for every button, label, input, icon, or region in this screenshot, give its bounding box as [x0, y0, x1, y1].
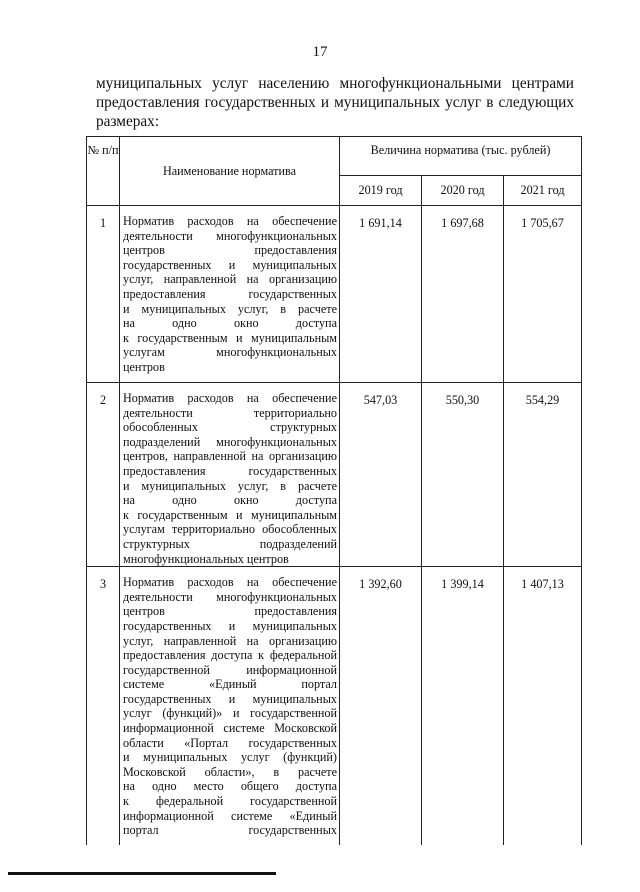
intro-line: муниципальных услуг населению многофункциональными центрами [96, 75, 574, 92]
value-2020: 1 697,68 [422, 206, 504, 383]
name-line: деятельности многофункциональных [123, 228, 337, 243]
name-line: услугам территориально обособленных [123, 522, 337, 537]
name-line: предоставления государственных [123, 286, 337, 301]
name-line: Норматив расходов на обеспечение [123, 214, 337, 228]
value-2019: 1 392,60 [340, 567, 422, 846]
row-name [120, 567, 340, 846]
intro-paragraph [96, 74, 574, 131]
name-line: деятельности многофункциональных [123, 589, 337, 604]
name-line: структурных подразделений [123, 536, 337, 551]
row-num: 1 [87, 206, 120, 383]
table-row [87, 383, 582, 567]
name-line: предоставления государственных [123, 463, 337, 478]
header-year-2019: 2019 год [340, 176, 422, 206]
name-line: к федеральной государственной [123, 794, 337, 809]
header-num [87, 137, 120, 206]
name-line: деятельности территориально [123, 405, 337, 420]
name-line: информационной системе Московской [123, 721, 337, 736]
name-line: услуг, направленной на организацию [123, 633, 337, 648]
intro-line: предоставления государственных и муниципальных услуг в следующих [96, 94, 574, 111]
value-2020: 550,30 [422, 383, 504, 567]
name-line: и муниципальных услуг (функций) [123, 750, 337, 765]
name-line: государственной информационной [123, 662, 337, 677]
header-year-2020: 2020 год [422, 176, 504, 206]
name-line: государственных и муниципальных [123, 618, 337, 633]
name-line: центров [123, 359, 165, 374]
name-line: Норматив расходов на обеспечение [123, 575, 337, 590]
header-num-label: № п/п [87, 143, 119, 157]
value-2021: 1 705,67 [504, 206, 582, 383]
row-name [120, 206, 340, 383]
table-header-row [87, 137, 582, 176]
name-line: услуг (функций)» и государственной [123, 706, 337, 721]
name-line: системе «Единый портал [123, 677, 337, 692]
name-line: центров предоставления [123, 243, 337, 258]
name-line: центров предоставления [123, 604, 337, 619]
name-line: услугам многофункциональных [123, 345, 337, 360]
name-line: многофункциональных центров [123, 551, 289, 566]
value-2020: 1 399,14 [422, 567, 504, 846]
header-year-2021: 2021 год [504, 176, 582, 206]
name-line: на одно окно доступа [123, 316, 337, 331]
header-value: Величина норматива (тыс. рублей) [340, 137, 582, 176]
header-name: Наименование норматива [120, 137, 340, 206]
name-line: портал государственных [123, 823, 337, 838]
value-2019: 1 691,14 [340, 206, 422, 383]
name-line: Московской области», в расчете [123, 764, 337, 779]
row-name [120, 383, 340, 567]
name-line: государственных и муниципальных [123, 257, 337, 272]
value-2021: 554,29 [504, 383, 582, 567]
row-num: 2 [87, 383, 120, 567]
name-line: центров, направленной на организацию [123, 449, 337, 464]
name-line: области «Портал государственных [123, 735, 337, 750]
name-line: услуг, направленной на организацию [123, 272, 337, 287]
name-line: и муниципальных услуг, в расчете [123, 478, 337, 493]
name-line: подразделений многофункциональных [123, 434, 337, 449]
name-line: к государственным и муниципальным [123, 330, 337, 345]
name-line: на одно окно доступа [123, 493, 337, 508]
table-row [87, 567, 582, 846]
intro-line: размерах: [96, 113, 160, 130]
row-num: 3 [87, 567, 120, 846]
name-line: к государственным и муниципальным [123, 507, 337, 522]
name-line: обособленных структурных [123, 420, 337, 435]
name-line: Норматив расходов на обеспечение [123, 391, 337, 405]
name-line: на одно место общего доступа [123, 779, 337, 794]
name-line: предоставления доступа к федеральной [123, 648, 337, 663]
table-row [87, 206, 582, 383]
norms-table [86, 136, 582, 845]
value-2019: 547,03 [340, 383, 422, 567]
name-line: информационной системе «Единый [123, 808, 337, 823]
footer-rule [8, 872, 276, 875]
value-2021: 1 407,13 [504, 567, 582, 846]
page-number: 17 [312, 44, 328, 60]
name-line: и муниципальных услуг, в расчете [123, 301, 337, 316]
name-line: государственных и муниципальных [123, 691, 337, 706]
